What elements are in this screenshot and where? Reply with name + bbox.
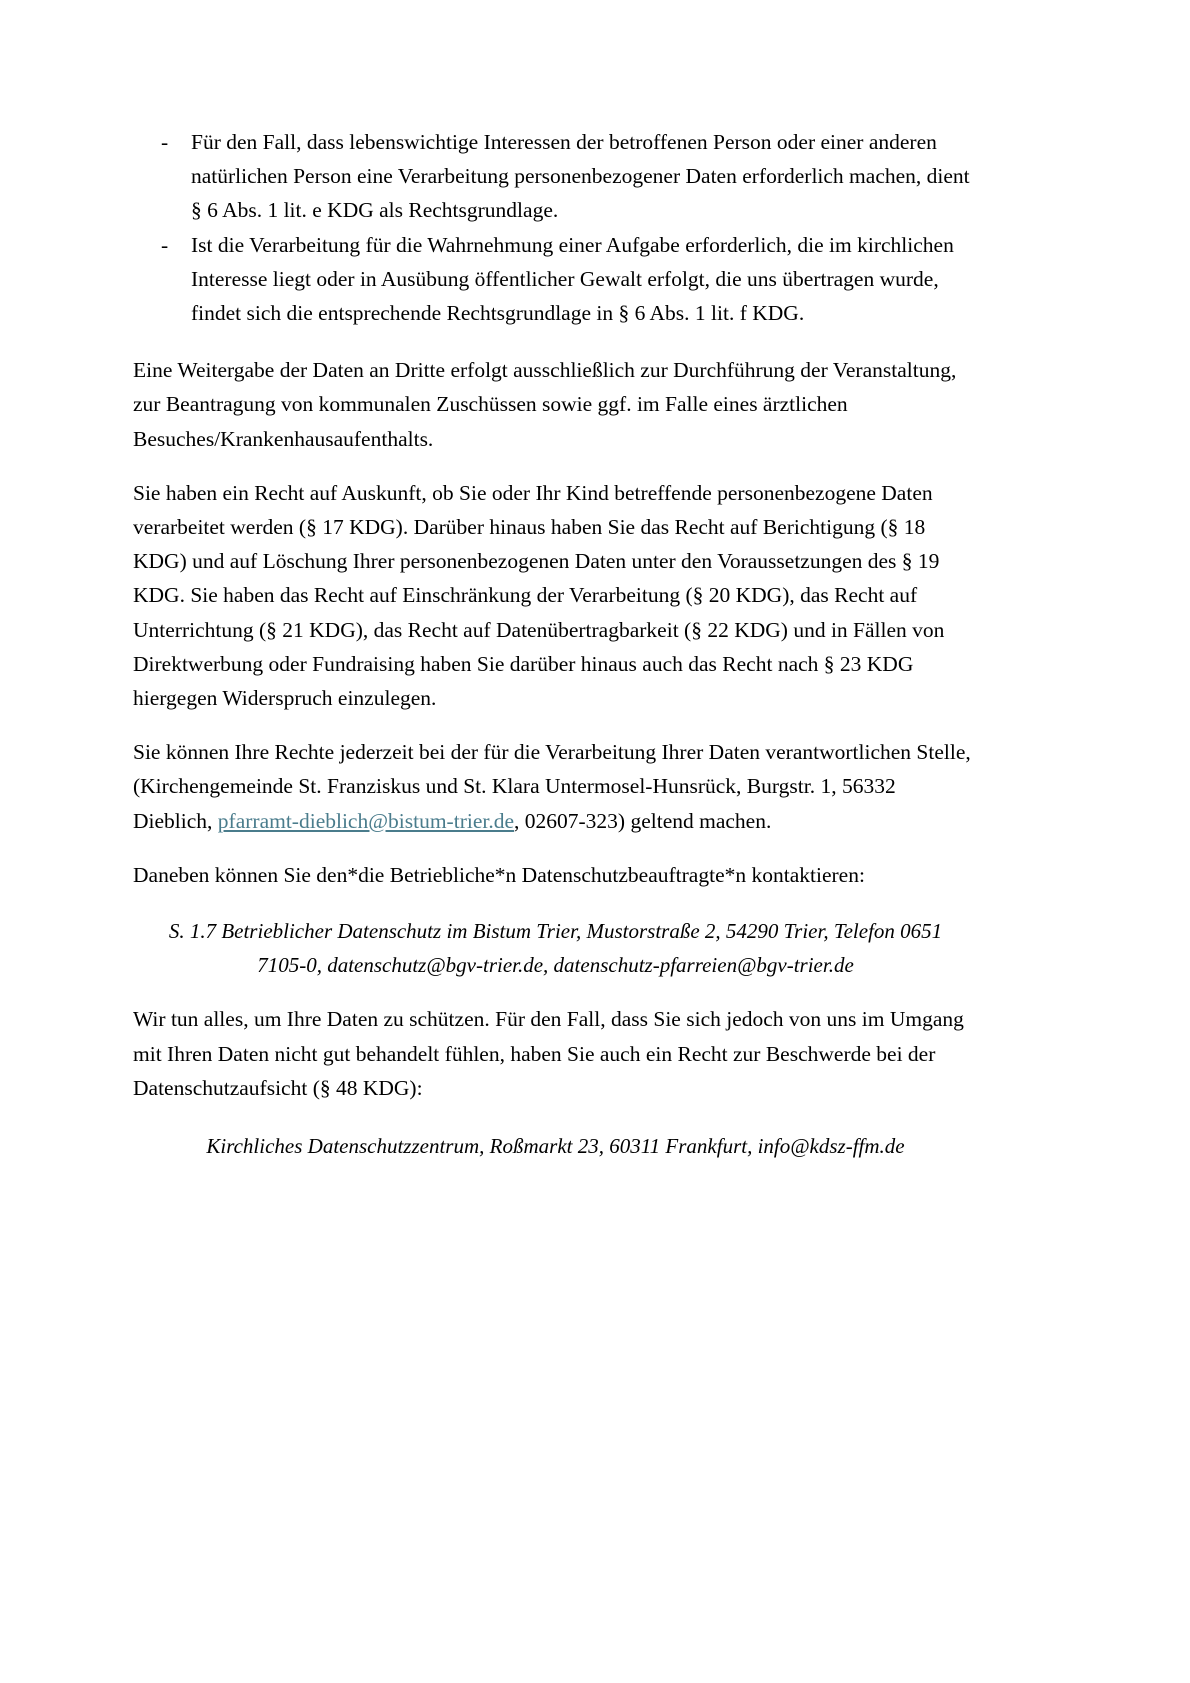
paragraph-dsb-intro: Daneben können Sie den*die Betriebliche*n Datenschutzbeauftragte*n kontaktieren: [133, 862, 865, 887]
paragraph-auskunft: Sie haben ein Recht auf Auskunft, ob Sie oder Ihr Kind betreffende personenbezogene Daten verarbeitet werden (§ 17 KDG). Darüber hinaus haben Sie das Recht auf Berichtigung (§ 18 KDG) und auf Löschung Ihrer personenbezogenen Daten unter den Voraussetzungen des § 19 KDG. Sie haben das Recht auf Einschränkung der Verarbeitung (§ 20 KDG), das Recht auf Unterrichtung (§ 21 KDG), das Recht auf Datenübertragbarkeit (§ 22 KDG) und in Fällen von Direktwerbung oder Fundraising haben Sie darüber hinaus auch das Recht nach § 23 KDG hiergegen Widerspruch einzulegen. [133, 480, 945, 711]
paragraph-weitergabe: Eine Weitergabe der Daten an Dritte erfolgt ausschließlich zur Durchführung der Veranstaltung, zur Beantragung von kommunalen Zuschüssen sowie ggf. im Falle eines ärztlichen Besuches/Krankenhausaufenthalts. [133, 358, 957, 451]
contact-block-datenschutzbeauftragter: S. 1.7 Betrieblicher Datenschutz im Bistum Trier, Mustorstraße 2, 54290 Trier, Telefon 0651 7105-0, datenschutz@bgv-trier.de, datenschutz-pfarreien@bgv-trier.de [168, 919, 943, 978]
document-content [133, 125, 978, 1163]
bullet-marker-icon: - [161, 130, 169, 154]
list-item-text: Für den Fall, dass lebenswichtige Interessen der betroffenen Person oder einer anderen natürlichen Person eine Verarbeitung personenbezogener Daten erforderlich machen, dient § 6 Abs. 1 lit. e KDG als Rechtsgrundlage. [191, 130, 970, 223]
verantwortliche-stelle-text-after: , 02607-323) geltend machen. [514, 808, 772, 833]
bullet-marker-icon: - [161, 232, 169, 257]
list-item [133, 228, 978, 331]
email-link-pfarramt-dieblich[interactable]: pfarramt-dieblich@bistum-trier.de [217, 808, 515, 833]
list-item-text: Ist die Verarbeitung für die Wahrnehmung einer Aufgabe erforderlich, die im kirchlichen Interesse liegt oder in Ausübung öffentlicher Gewalt erfolgt, die uns übertragen wurde, findet sich die entsprechende Rechtsgrundlage in § 6 Abs. 1 lit. f KDG. [191, 232, 954, 326]
paragraph-datenschutz-beschwerde: Wir tun alles, um Ihre Daten zu schützen. Für den Fall, dass Sie sich jedoch von uns im Umgang mit Ihren Daten nicht gut behandelt fühlen, haben Sie auch ein Recht zur Beschwerde bei der Datenschutzaufsicht (§ 48 KDG): [133, 1007, 964, 1100]
list-item [133, 125, 978, 228]
contact-block-datenschutzaufsicht: Kirchliches Datenschutzzentrum, Roßmarkt 23, 60311 Frankfurt, info@kdsz-ffm.de [206, 1134, 905, 1159]
paragraph-verantwortliche-stelle [133, 735, 978, 838]
verantwortliche-stelle-text-before: Sie können Ihre Rechte jederzeit bei der für die Verarbeitung Ihrer Daten verantwortlichen Stelle, (Kirchengemeinde St. Franziskus und St. Klara Untermosel-Hunsrück, Burgstr. 1, 56332 Dieblich, [133, 740, 971, 833]
legal-basis-bullet-list [133, 125, 978, 330]
